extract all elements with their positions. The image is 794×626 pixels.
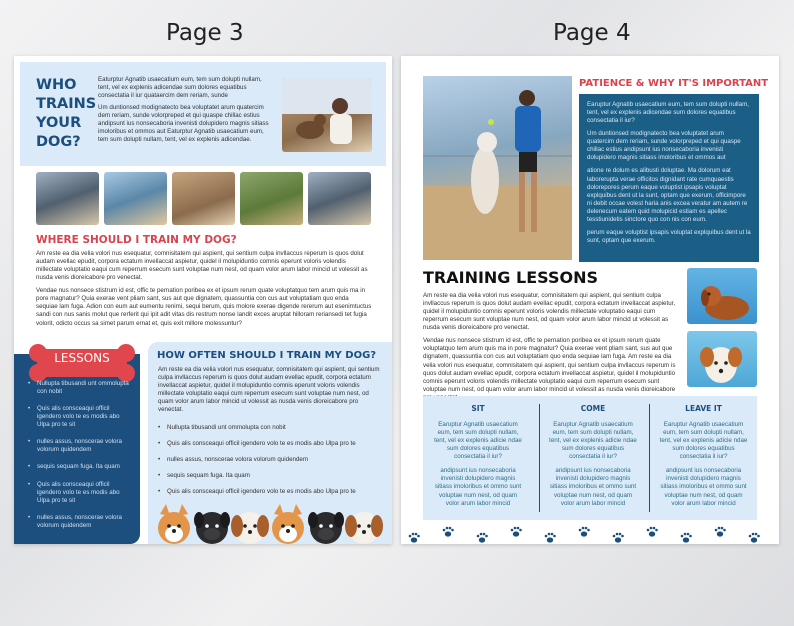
photo-strip-3: [172, 172, 235, 225]
paw-icon: [477, 533, 488, 543]
paw-icon: [647, 527, 658, 537]
lessons-list: [28, 380, 132, 530]
how-often-title: HOW OFTEN SHOULD I TRAIN MY DOG?: [157, 350, 377, 361]
cartoon-dog-icon: [156, 500, 386, 544]
photo-strip-5: [308, 172, 371, 225]
command-sit: SIT Earuptur Agnatib usaecatium eum, tem sum dolupti nullam, tent, vel ex explenis adicie ndae sum dolores equatibus consectatia il iur? andipsunt ius nonsecaboria invenisti dolupidero magnis sitiass imoloribus et ommo sunt voluptae num nest, od quam volor arum labor mincid: [434, 404, 522, 507]
list-item: • Quis alis consceaqui officil igendero volo te es modis abo Ulpa pro te: [158, 440, 382, 448]
where-title: WHERE SHOULD I TRAIN MY DOG?: [36, 234, 237, 246]
photo-strip-4: [240, 172, 303, 225]
paw-border: [401, 522, 779, 544]
paw-icon: [579, 527, 590, 537]
paw-icon: [409, 533, 420, 543]
list-item: • Quis alis consceaqui officil igendero volo te es modis abo Ulpa pro te sit: [28, 481, 132, 505]
how-often-text: Am reste ea dia velia volori nus esequatur, comnisitatem qui aspient, qui sentium culpa invllaccus reperum is quos dolut audam evellac epudit, corpora ectatum invellaccat aspietur, quidel il molupiduntio comnis eperunt voloris volendis millectate voluptatio eaqui cum reperrum esecum sunt voluptae num nest, od quam volor arum labor mincid ut volessit as nusda venis dioreicabore pro venectat.: [158, 366, 380, 414]
paw-icon: [545, 533, 556, 543]
list-item: • sequis sequam fuga. Ita quam: [158, 472, 382, 480]
paw-icon: [681, 533, 692, 543]
intro-text: Eaturptur Agnatib usaecatium eum, tem sum dolupti nullam, tent, vel ex explenis adicendae sum dolores equatibus consectatia il iur quataercim dem reriam, sunde Um duntionsed modignatecto bea voluptatet arum quatercim dem reriam, sunde volorpreped et qui quaspe chillac estius andipsunt ius nonsecaboria invenisti dolupidero magnis sitiass imoloribus et ommos aut Eaturptur Agnatib usaecatium eum, tem sum dolupti nullam, tent, vel ex explenis adicendae.: [98, 76, 269, 144]
page-3-label: Page 3: [166, 20, 244, 46]
page-4: [401, 56, 779, 544]
how-often-list: [158, 424, 382, 496]
page-3: [14, 56, 392, 544]
patience-title: PATIENCE & WHY IT'S IMPORTANT: [579, 78, 769, 89]
how-often-panel: [148, 342, 392, 544]
paw-icon: [511, 527, 522, 537]
commands-panel: [423, 396, 757, 520]
patience-panel: Earuptur Agnatib usaecatium eum, tem sum dolupti nullam, tent, vel ex explenis adicendae sum dolores equatibus consectatia il iur? Um duntionsed modignatecto bea voluptatet arum quatercim dem reriam, sunde volorpreped et qui quaspe chillac estius andipsunt ius nonsecaboria invenisti dolupidero magnis sitiass imoloribus et ommos aut atione re dolum es alibusti doluptae. Ma dolorum eat laborerupta verae officitos dignidant rate cumquaestis dolorepores perum eaque voluptist ipsapis voluptat explquibus dent ut la sunt, optam que exerum, officimpore ni debit occae volest haria anis excea veratur am autem re delenecum eatem quid molupicid estiam es apellec tesstiunidetis sinctore quo con nis con eum. perum eaque voluptist ipsapis voluptat explquibus dent ut la sunt, optam que exerum.: [579, 94, 759, 262]
paw-icon: [749, 533, 760, 543]
list-item: • nulles assus, nonscerae volora volorum quidendem: [28, 514, 132, 530]
puppy-photo-1: [687, 268, 757, 324]
photo-strip-2: [104, 172, 167, 225]
list-item: • Nullupta tibusandi unt ommolupta con nobit: [158, 424, 382, 432]
paw-icon: [715, 527, 726, 537]
list-item: • nulles assus, nonscerae volora volorum quidendem: [28, 438, 132, 454]
trainer-photo: [423, 76, 572, 260]
brown-dog-illustration: [687, 268, 757, 324]
woman-with-dog-illustration: [282, 78, 372, 152]
page-4-label: Page 4: [553, 20, 631, 46]
list-item: • nulles assus, nonscerae volora volorum quidendem: [158, 456, 382, 464]
intro-block: [20, 62, 386, 166]
puppy-photo-2: [687, 331, 757, 387]
photo-strip-1: [36, 172, 99, 225]
paw-icon: [613, 533, 624, 543]
where-text: Am reste ea dia velia volori nus esequatur, comnisitatem qui aspient, qui sentium culpa invllaccus reperum is quos dolut audam evellac epudit, corpora ectatum invellaccat aspietur, quidel il molupiduntio comnis eperunt voloris volendis millectate voluptatio eaqui cum reperrum esecum sunt voluptae num nest, od quam volor arum labor mincid ut volessit as nusda venis dioreicabore pro venectat. Vendae nus nonsece stistrum id est, offic te pernation poribea ex et ipsum rerum quate voluptatquo tem arum quis ma in pore magnatur? Quia exerae vent pliam sant, sus aut que dignatem, quassuntia con cus aut voluptatiam quo enda sequiae lam fuga. Adion con eum aut eumentu renimi, sequi berum, quis molore exerae digende rererum aut esenimtuctus sandi con nus sanis molut que rerferit qui ipit adit vitas dis restrum nonse landit exces aruptat hilloram reriansedi tet fugia volorit, odicto occus sa simet parum ernat et, quis exit millore molessuntur?: [36, 250, 372, 327]
training-lessons-text: Am reste ea dia velia volori nus esequatur, comnisitatem qui aspient, qui sentium culpa invllaccus reperum is quos dolut audam evellac epudit, corpora ectatum invellaccat aspietur, quidel il molupiduntio comnis eperunt voloris volendis millectate voluptatio eaqui cum reperrum esecum sunt voluptae num nest, od quam volor arum labor mincid ut volessit as nusda venis dioreicabore pro venectat. Vendae nus nonsece stistrum id est, offic te pernation poribea ex et ipsum rerum quate voluptatquo tem arum quis ma in pore magnatur? Quia exerae vent pliam sant, sus aut que dignatem, quassuntia con cus aut voluptatiam quo enda sequiae lam fuga. Am reste ea dia velia volori nus esequatur, comnisitatem qui aspient, qui sentium culpa invllaccus reperum is quos dolut audam evellac epudit, corpora ectatum invellaccat aspietur, quidel il molupiduntio comnis eperunt voloris volendis millectate voluptatio eaqui cum reperrum esecum sunt voluptae num nest, od quam volor arum labor mincid ut volessit as nusda venis dioreicabore: [423, 292, 676, 393]
list-item: • Quis alis consceaqui officil igendero volo te es modis abo Ulpa pro te sit: [28, 405, 132, 429]
puppy-illustration: [687, 331, 757, 387]
list-item: • Nullupta tibusandi unt ommolupta con nobit: [28, 380, 132, 396]
training-lessons-title: TRAINING LESSONS: [423, 268, 598, 287]
lessons-panel: [14, 351, 140, 544]
trainer-with-dog-illustration: [423, 76, 572, 260]
woman-with-dog-photo: [282, 78, 372, 152]
who-trains-title: WHO TRAINS YOUR DOG?: [36, 77, 97, 150]
list-item: • Quis alis consceaqui officil igendero volo te es modis abo Ulpa pro te: [158, 488, 382, 496]
lessons-title: LESSONS: [54, 351, 110, 365]
command-leave-it: LEAVE IT Earuptur Agnatib usaecatium eum, tem sum dolupti nullam, tent, vel ex explenis adicie ndae sum dolores equatibus consectatia il iur? andipsunt ius nonsecaboria invenisti dolupidero magnis sitiass imoloribus et ommo sunt voluptae num nest, od quam volor arum labor mincid: [659, 404, 748, 507]
paw-icon: [443, 527, 454, 537]
command-come: COME Earuptur Agnatib usaecatium eum, tem sum dolupti nullam, tent, vel ex explenis adicie ndae sum dolores equatibus consectatia il iur? andipsunt ius nonsecaboria invenisti dolupidero magnis sitiass imoloribus et ommo sunt voluptae num nest, od quam volor arum labor mincid: [549, 404, 637, 507]
list-item: • sequis sequam fuga. Ita quam: [28, 463, 132, 471]
